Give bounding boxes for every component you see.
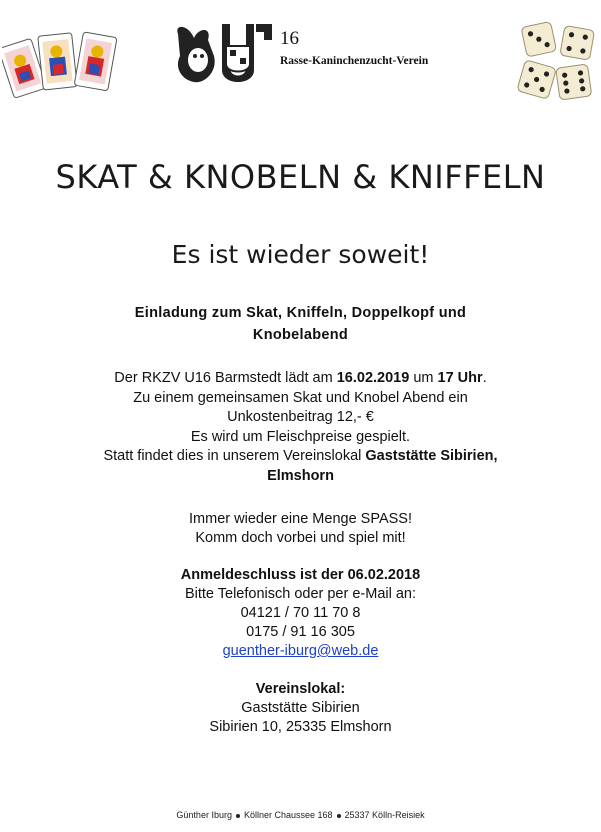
page-title: SKAT & KNOBELN & KNIFFELN	[55, 158, 546, 196]
footer-street: Köllner Chaussee 168	[243, 810, 333, 820]
location-address: Sibirien 10, 25335 Elmshorn	[209, 719, 392, 735]
invitation-heading	[0, 302, 601, 346]
location-name: Gaststätte Sibirien	[241, 700, 360, 716]
details-am: um	[413, 370, 434, 386]
details-venue-name: Gaststätte Sibirien,	[365, 448, 498, 464]
fun-line-1: Immer wieder eine Menge SPASS!	[189, 511, 412, 527]
registration-section	[0, 566, 601, 661]
playing-cards-icon	[2, 26, 122, 106]
location-section	[0, 680, 601, 737]
event-time: 17 Uhr	[437, 370, 483, 386]
club-name: Rasse-Kaninchenzucht-Verein	[280, 55, 429, 67]
location-heading: Vereinslokal:	[255, 681, 346, 697]
subtitle: Es ist wieder soweit!	[171, 240, 430, 269]
dice-icon	[508, 14, 598, 106]
rabbit-logo-icon	[168, 20, 274, 90]
details-line-3: Unkostenbeitrag 12,- €	[227, 409, 374, 425]
details-line-1	[0, 369, 601, 389]
event-details	[0, 369, 601, 486]
registration-instructions: Bitte Telefonisch oder per e-Mail an:	[184, 586, 417, 602]
details-line-4: Es wird um Fleischpreise gespielt.	[190, 428, 411, 445]
email-link[interactable]: guenther-iburg@web.de	[222, 643, 379, 659]
registration-deadline: Anmeldeschluss ist der 06.02.2018	[180, 567, 421, 583]
details-venue-prefix: Statt findet dies in unserem Vereinslokal	[103, 448, 362, 464]
details-period: .	[482, 370, 487, 386]
details-intro: Der RKZV U16 Barmstedt lädt am	[114, 370, 333, 386]
details-venue-city: Elmshorn	[267, 467, 334, 484]
footer-city: 25337 Kölln-Reisiek	[344, 810, 425, 820]
separator-dot-icon	[337, 814, 341, 818]
footer-name: Günther Iburg	[176, 810, 232, 820]
footer	[0, 810, 601, 820]
separator-dot-icon	[236, 814, 240, 818]
invitation-line-1: Einladung zum Skat, Kniffeln, Doppelkopf und	[134, 305, 467, 321]
details-line-2: Zu einem gemeinsamen Skat und Knobel Abend ein	[133, 389, 468, 406]
event-date: 16.02.2019	[336, 370, 410, 386]
phone-number-1: 04121 / 70 11 70 8	[240, 605, 361, 621]
details-line-5	[0, 447, 601, 467]
logo-number: 16	[280, 28, 299, 49]
phone-number-2: 0175 / 91 16 305	[246, 624, 355, 640]
fun-message	[0, 510, 601, 548]
invitation-line-2: Knobelabend	[252, 327, 349, 343]
fun-line-2: Komm doch vorbei und spiel mit!	[195, 530, 406, 546]
